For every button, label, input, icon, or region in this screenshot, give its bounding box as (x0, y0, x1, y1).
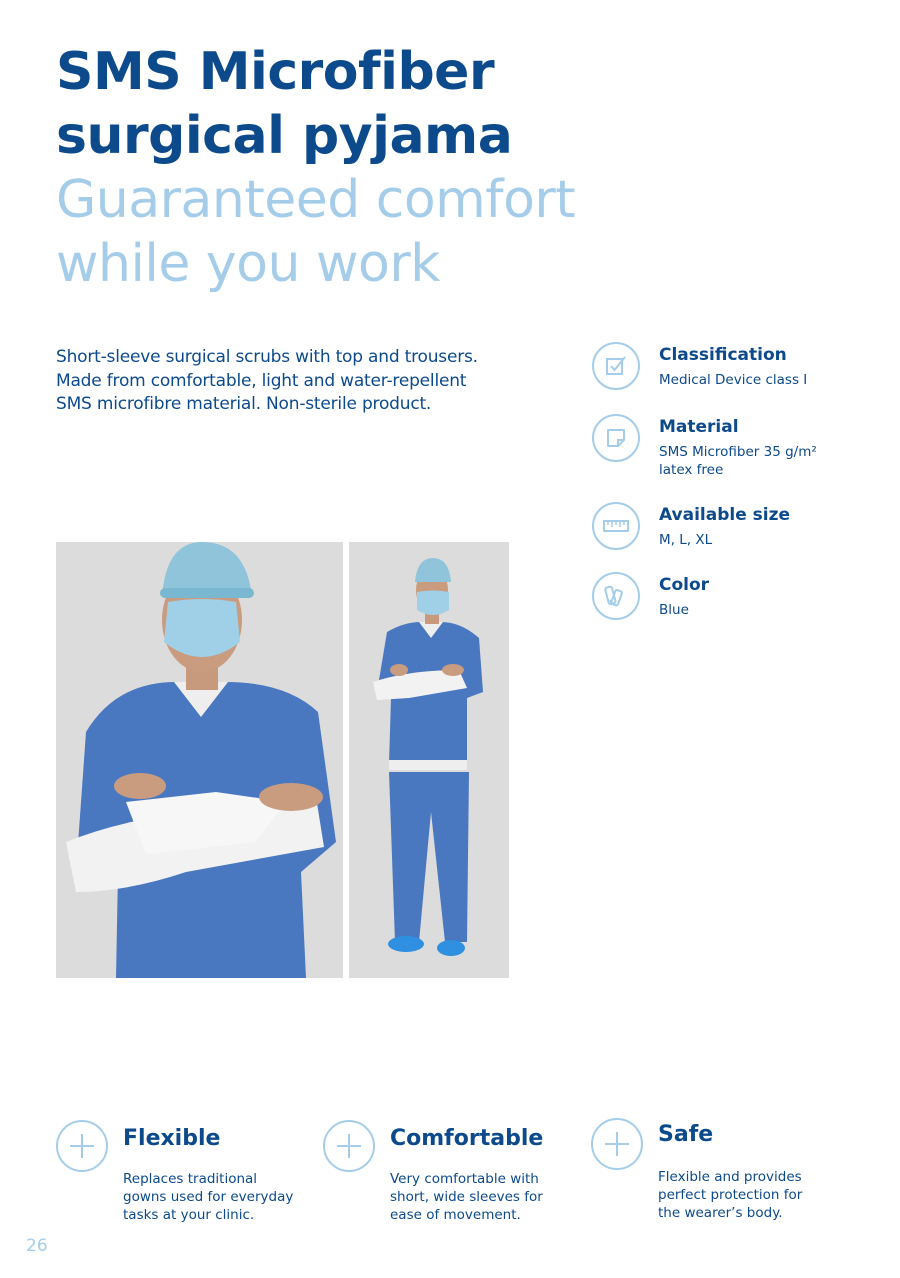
subtitle-line-1: Guaranteed comfort (56, 170, 576, 230)
checkbox-icon (592, 342, 640, 390)
feature-title: Safe (658, 1122, 714, 1147)
feature-text-line: gowns used for everyday (123, 1189, 294, 1205)
spec-value (659, 371, 807, 389)
feature-text (658, 1168, 858, 1222)
feature-title: Comfortable (390, 1126, 544, 1151)
product-title (56, 40, 512, 168)
spec-title: Available size (659, 505, 791, 525)
title-line-1: SMS Microfiber (56, 42, 495, 102)
spec-value-line: Medical Device class I (659, 372, 808, 388)
product-photo-fullbody (349, 542, 509, 978)
feature-text (123, 1170, 323, 1224)
intro-line: SMS microfibre material. Non-sterile product. (56, 394, 432, 414)
feature-title: Flexible (123, 1126, 221, 1151)
intro-line: Short-sleeve surgical scrubs with top and trousers. (56, 347, 478, 367)
product-subtitle (56, 168, 575, 296)
feature-text-line: perfect protection for (658, 1187, 803, 1203)
title-line-2: surgical pyjama (56, 106, 513, 166)
spec-value (659, 531, 712, 549)
feature-text-line: tasks at your clinic. (123, 1207, 255, 1223)
spec-value (659, 443, 817, 479)
page-number: 26 (26, 1236, 48, 1256)
plus-icon (591, 1118, 643, 1170)
spec-value-line: M, L, XL (659, 532, 713, 548)
feature-text-line: Very comfortable with (390, 1171, 539, 1187)
plus-icon (323, 1120, 375, 1172)
feature-text (390, 1170, 590, 1224)
feature-text-line: ease of movement. (390, 1207, 521, 1223)
spec-value (659, 601, 689, 619)
feature-text-line: Flexible and provides (658, 1169, 802, 1185)
intro-line: Made from comfortable, light and water-repellent (56, 370, 467, 391)
ruler-icon (592, 502, 640, 550)
feature-text-line: the wearer’s body. (658, 1205, 783, 1221)
feature-text-line: Replaces traditional (123, 1171, 258, 1187)
spec-title: Color (659, 575, 710, 595)
plus-icon (56, 1120, 108, 1172)
spec-title: Classification (659, 345, 787, 365)
intro-paragraph (56, 346, 536, 417)
spec-title: Material (659, 417, 739, 437)
spec-value-line: Blue (659, 602, 689, 618)
spec-value-line: SMS Microfiber 35 g/m² (659, 444, 817, 460)
material-icon (592, 414, 640, 462)
product-photo-closeup (56, 542, 343, 978)
feature-text-line: short, wide sleeves for (390, 1189, 543, 1205)
spec-value-line: latex free (659, 462, 724, 478)
subtitle-line-2: while you work (56, 234, 440, 294)
color-swatch-icon (592, 572, 640, 620)
